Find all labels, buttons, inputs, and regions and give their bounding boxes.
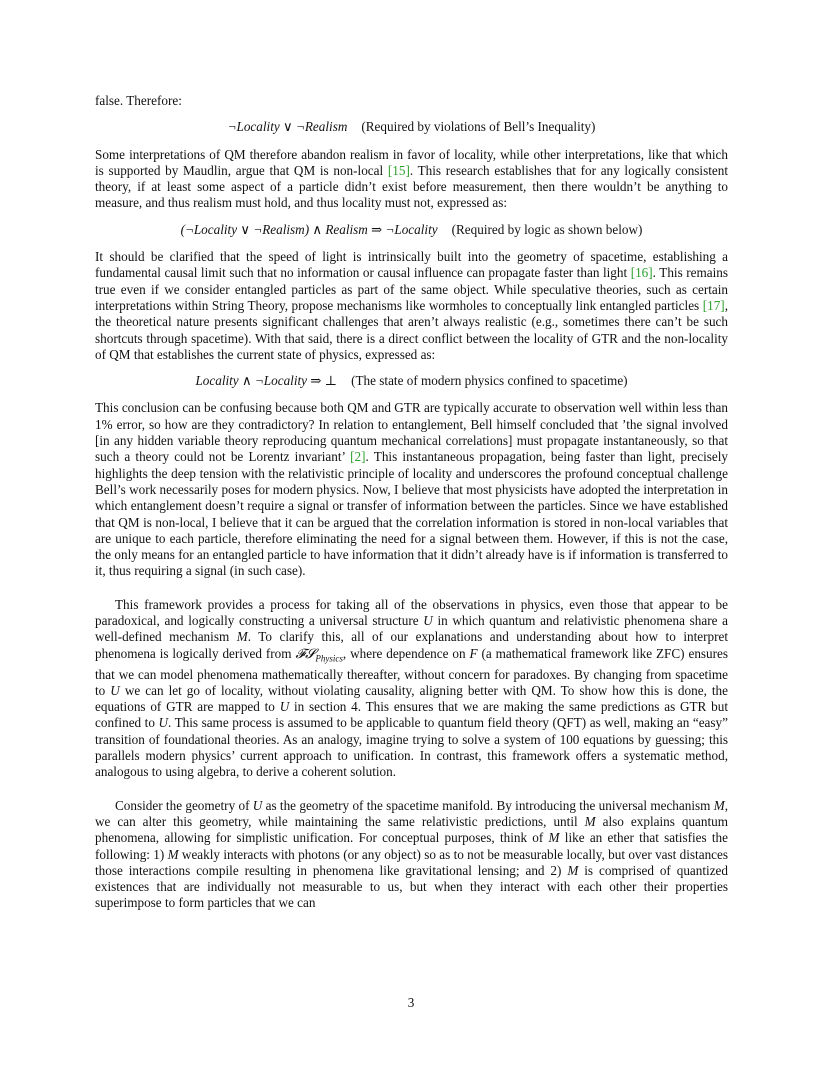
equation-2-tag: (Required by logic as shown below) — [451, 221, 643, 237]
equation-3-tag: (The state of modern physics confined to spacetime) — [351, 373, 628, 389]
text-run: is comprised of quantized existences that are individually not measurable to us, but when they interact with each other their properties superimpose to form particles that we can — [95, 862, 728, 911]
math-symbol: M — [584, 813, 596, 829]
text-run: weakly interacts with photons (or any object) so as to not be measurable locally, but over vast distances those interactions compile resulting in phenomena like gravitational lensing; and 2) — [95, 846, 728, 878]
text-run: , we can alter this geometry, while maintaining the same relativistic predictions, until — [95, 797, 729, 829]
equation-2 — [95, 222, 728, 238]
math-symbol: F — [469, 645, 478, 661]
math-symbol: M — [713, 797, 725, 813]
text-run: Some interpretations of QM therefore abandon realism in favor of locality, while other interpretations, like that which is supported by Maudlin, argue that QM is non-local — [95, 146, 728, 178]
paragraph-framework — [95, 597, 728, 781]
text-run: It should be clarified that the speed of light is intrinsically built into the geometry of spacetime, establishing a fundamental causal limit such that no information or causal influence can propagate faster than light — [95, 249, 728, 281]
text-run: . This same process is assumed to be applicable to quantum field theory (QFT) as well, making an “easy” transition of foundational theories. As an analogy, imagine trying to solve a system of 100 equations by guessing; this parallels modern physics’ current approach to unification. In contrast, this framework offers a systematic method, analogous to using algebra, to derive a coherent solution. — [95, 715, 728, 780]
text-run: , where dependence on — [342, 645, 470, 661]
text-run: Consider the geometry of — [115, 797, 253, 813]
equation-1 — [95, 119, 728, 135]
math-symbol: M — [548, 830, 560, 846]
text-run: This conclusion can be confusing because both QM and GTR are typically accurate to observation well within less than 1% error, so how are they contradictory? In relation to entanglement, Bell himself concluded that ’the signal involved [in any hidden variable theory reproducing quantum mechanical correlations] must propagate instantaneously, so that such a theory could not be Lorentz invariant’ — [95, 400, 728, 465]
paper-page — [95, 93, 728, 912]
text-run: This framework provides a process for taking all of the observations in physics, even those that appear to be paradoxical, and logically constructing a universal structure — [95, 596, 728, 629]
text-run: . This remains true even if we consider entangled particles as part of the same object. While speculative theories, such as certain interpretations within String Theory, propose mechanisms like wormholes to conceptually link entangled particles — [95, 265, 728, 313]
text-run: also explains quantum phenomena, allowing for simplistic unification. For conceptual purposes, think of — [95, 813, 728, 846]
math-symbol: U — [110, 682, 120, 698]
text-run: as the geometry of the spacetime manifold. By introducing the universal mechanism — [262, 797, 714, 813]
text-run: we can let go of locality, without violating causality, aligning better with QM. To show how this is done, the equations of GTR are mapped to — [95, 682, 728, 715]
text-run: . To clarify this, all of our explanations and understanding about how to interpret phenomena is logically derived from — [95, 629, 728, 661]
equation-3 — [95, 373, 728, 389]
equation-1-math: ¬Locality ∨ ¬Realism — [227, 119, 348, 135]
paragraph-conclusion — [95, 400, 728, 579]
math-symbol: U — [158, 715, 168, 731]
text-run: like an ether that satisfies the following: 1) — [95, 830, 728, 862]
text-run: . This research establishes that for any logically consistent theory, if at least some aspect of a particle didn’t exist before measurement, then there wouldn’t be anything to measure, and thus realism must hold, and thus locality must not, expressed as: — [95, 162, 728, 211]
citation-link[interactable]: [2] — [350, 449, 366, 465]
paragraph-interpretations — [95, 147, 728, 212]
equation-2-math: (¬Locality ∨ ¬Realism) ∧ Realism ⇒ ¬Locality — [180, 221, 438, 237]
text-run: in which quantum and relativistic phenomena share a well-defined mechanism — [95, 613, 728, 645]
math-symbol: 𝓕𝓢 — [295, 646, 316, 662]
citation-link[interactable]: [17] — [702, 297, 725, 313]
equation-3-math: Locality ∧ ¬Locality ⇒ ⊥ — [195, 373, 338, 389]
text-run: . This instantaneous propagation, being faster than light, precisely highlights the deep tension with the relativistic principle of locality and underscores the profound conceptual challenge Bell’s work necessarily poses for modern physics. Now, I believe that most physicists have adopted the interpretation in which entanglement doesn’t require a signal or transfer of information between the particles. Since we have established that QM is non-local, I believe that it can be argued that the correlation information is stored in non-local variables that are unique to each particle, therefore eliminating the need for a signal between them. However, if this is not the case, the only means for an entangled particle to have information that it didn’t already have is if information is transferred to it, thus requiring a signal (in such case). — [95, 449, 728, 579]
text-run: , the theoretical nature presents significant challenges that aren’t always realistic (e.g., sometimes there can’t be such shortcuts through spacetime). With that said, there is a direct conflict between the locality of GTR and the non-locality of QM that establishes the current state of physics, expressed as: — [95, 297, 728, 362]
citation-link[interactable]: [15] — [387, 162, 410, 178]
math-symbol: U — [279, 699, 290, 715]
paragraph-speed-of-light — [95, 249, 728, 363]
math-symbol: M — [167, 846, 179, 862]
equation-1-tag: (Required by violations of Bell’s Inequality) — [361, 119, 596, 135]
math-symbol: M — [567, 862, 579, 878]
text-run: (a mathematical framework like ZFC) ensures that we can model phenomena mathematically thereafter, without concern for paradoxes. By changing from spacetime to — [95, 645, 729, 698]
citation-link[interactable]: [16] — [630, 265, 653, 281]
text-run: in section 4. This ensures that we are making the same predictions as GTR but confined to — [95, 699, 728, 731]
math-symbol: M — [236, 629, 248, 645]
math-subscript: Physics — [315, 653, 343, 664]
math-symbol: U — [423, 613, 433, 629]
paragraph-intro: false. Therefore: — [95, 93, 182, 108]
paragraph-geometry — [95, 798, 728, 912]
page-number: 3 — [407, 995, 415, 1010]
math-symbol: U — [252, 797, 263, 813]
